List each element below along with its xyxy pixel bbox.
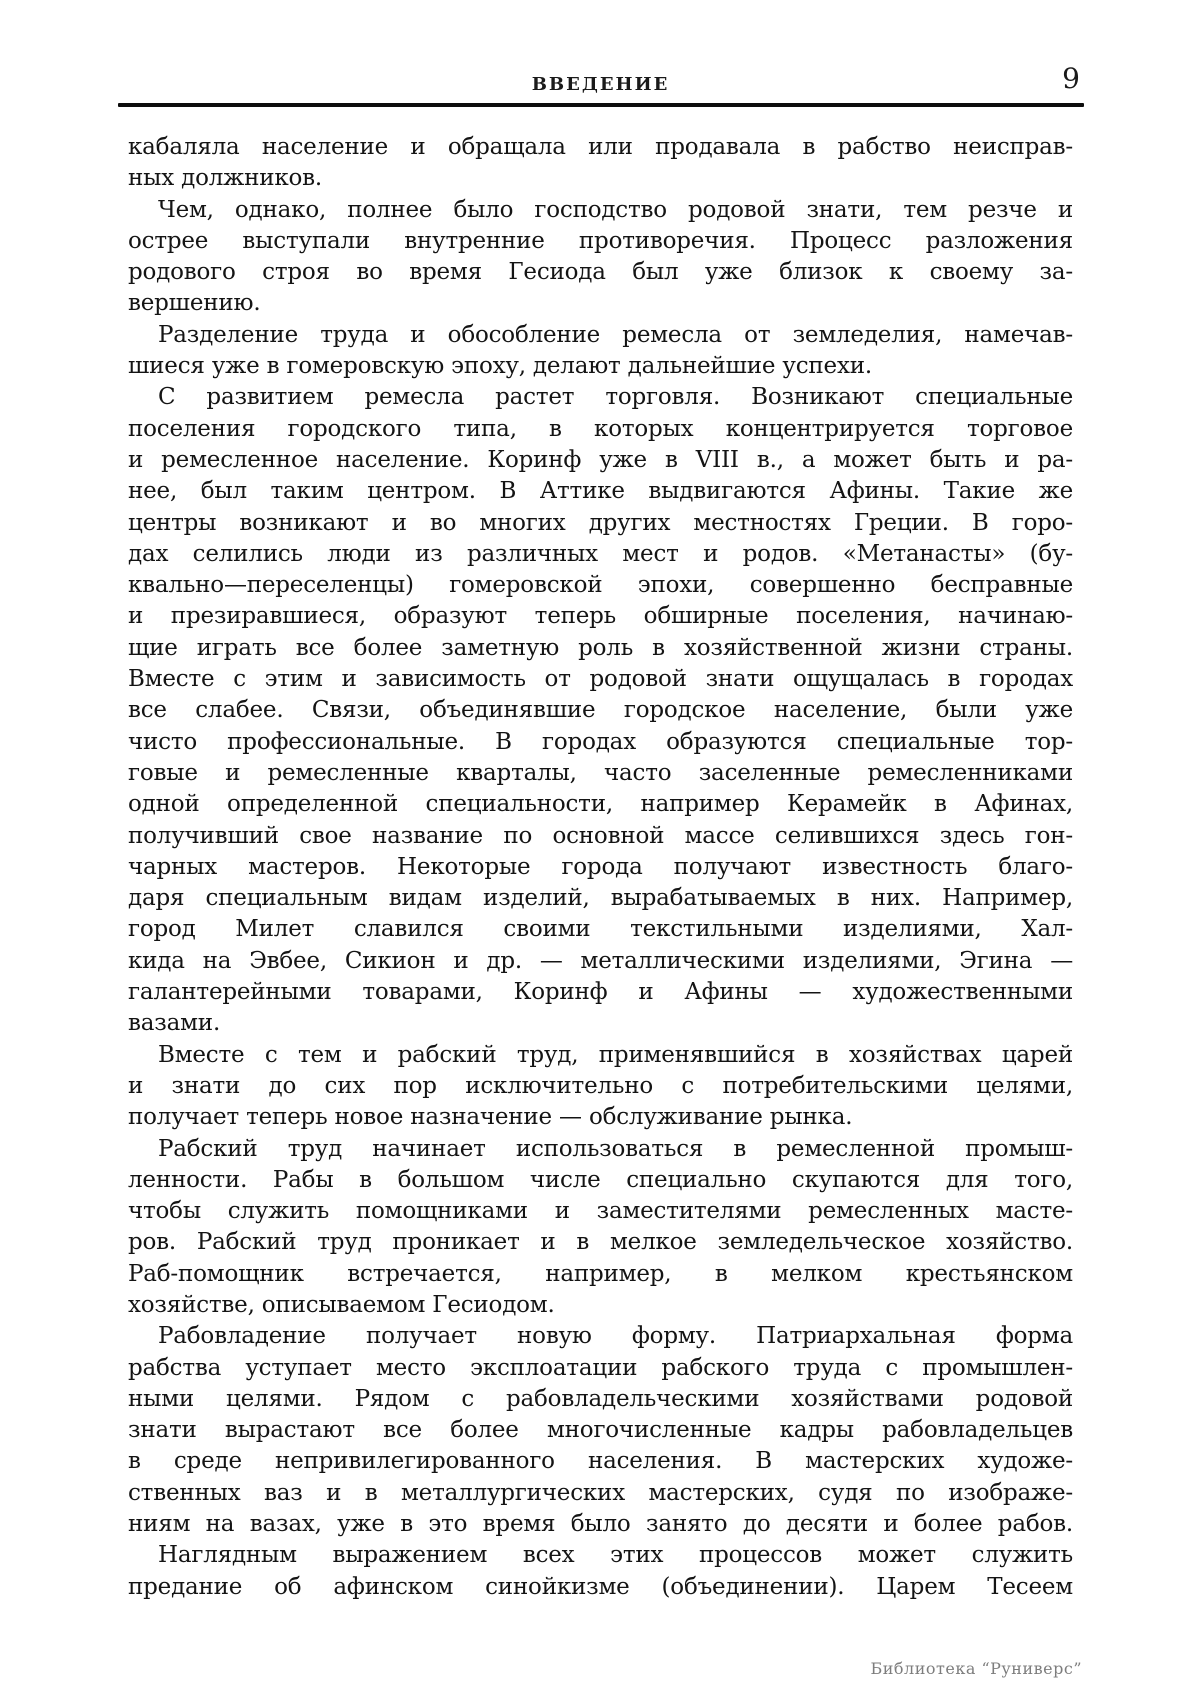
text-line: ров. Рабский труд проникает и в мелкое земледельческое хозяйство. (128, 1229, 1073, 1256)
text-line: ными целями. Рядом с рабовладельческими хозяйствами родовой (128, 1385, 1073, 1412)
text-line: рабства уступает место эксплоатации рабского труда с промышлен- (128, 1354, 1073, 1381)
text-line: шиеся уже в гомеровскую эпоху, делают дальнейшие успехи. (128, 353, 872, 380)
page-footer (870, 1659, 1082, 1678)
text-line: Чем, однако, полнее было господство родовой знати, тем резче и (158, 196, 1073, 223)
text-line: предание об афинском синойкизме (объединении). Царем Тесеем (128, 1573, 1073, 1600)
text-line: Раб-помощник встречается, например, в мелком крестьянском (128, 1260, 1073, 1287)
text-line: город Милет славился своими текстильными изделиями, Хал- (128, 916, 1073, 943)
text-line: кабаляла население и обращала или продавала в рабство неисправ- (128, 134, 1073, 160)
library-watermark: Библиотека “Руниверс” (870, 1659, 1082, 1678)
paragraph (128, 320, 1073, 383)
text-line: ниям на вазах, уже в это время было занято до десяти и более рабов. (128, 1511, 1073, 1538)
text-line: и ремесленное население. Коринф уже в VIII в., а может быть и ра- (128, 446, 1073, 473)
text-line: даря специальным видам изделий, вырабатываемых в них. Например, (128, 885, 1073, 912)
text-line: Рабовладение получает новую форму. Патриархальная форма (158, 1323, 1073, 1350)
text-line: знати вырастают все более многочисленные кадры рабовладельцев (128, 1417, 1073, 1444)
text-line: и знати до сих пор исключительно с потребительскими целями, (128, 1072, 1073, 1099)
paragraph (128, 195, 1073, 320)
text-line: кида на Эвбее, Сикион и др. — металлическими изделиями, Эгина — (128, 947, 1073, 974)
paragraph (128, 132, 1073, 195)
text-line: чисто профессиональные. В городах образуются специальные тор- (128, 728, 1073, 755)
text-line: Рабский труд начинает использоваться в ремесленной промыш- (158, 1135, 1073, 1162)
text-line: вазами. (128, 1010, 221, 1037)
running-title: ВВЕДЕНИЕ (531, 74, 670, 95)
text-line: С развитием ремесла растет торговля. Возникают специальные (158, 384, 1073, 411)
text-line: получивший свое название по основной массе селившихся здесь гон- (128, 822, 1073, 849)
text-line: поселения городского типа, в которых концентрируется торговое (128, 415, 1073, 442)
paragraph (128, 1040, 1073, 1134)
text-line: ственных ваз и в металлургических мастерских, судя по изображе- (128, 1479, 1073, 1506)
text-line: Вместе с этим и зависимость от родовой знати ощущалась в городах (128, 666, 1073, 693)
paragraph (128, 1540, 1073, 1603)
text-line: галантерейными товарами, Коринф и Афины — художественными (128, 979, 1073, 1006)
text-line: одной определенной специальности, например Керамейк в Афинах, (128, 791, 1073, 818)
page-body (128, 132, 1073, 1603)
paragraph (128, 382, 1073, 1039)
text-line: говые и ремесленные кварталы, часто заселенные ремесленниками (128, 759, 1073, 786)
text-line: родового строя во время Гесиода был уже близок к своему за- (128, 259, 1073, 286)
text-line: щие играть все более заметную роль в хозяйственной жизни страны. (128, 634, 1073, 661)
text-line: нее, был таким центром. В Аттике выдвигаются Афины. Такие же (128, 478, 1073, 505)
text-line: дах селились люди из различных мест и родов. «Метанасты» (бу- (128, 540, 1073, 567)
text-line: острее выступали внутренние противоречия. Процесс разложения (128, 227, 1073, 254)
header-rule (118, 103, 1084, 107)
text-line: ленности. Рабы в большом числе специально скупаются для того, (128, 1166, 1073, 1193)
text-line: квально—переселенцы) гомеровской эпохи, совершенно бесправные (128, 572, 1073, 599)
paragraph (128, 1134, 1073, 1322)
text-line: получает теперь новое назначение — обслуживание рынка. (128, 1104, 853, 1131)
text-line: Наглядным выражением всех этих процессов может служить (158, 1542, 1073, 1569)
text-line: чарных мастеров. Некоторые города получают известность благо- (128, 853, 1073, 880)
text-line: чтобы служить помощниками и заместителями ремесленных масте- (128, 1198, 1073, 1225)
text-line: Вместе с тем и рабский труд, применявшийся в хозяйствах царей (158, 1041, 1073, 1068)
text-line: и презиравшиеся, образуют теперь обширные поселения, начинаю- (128, 603, 1073, 630)
text-line: центры возникают и во многих других местностях Греции. В горо- (128, 509, 1073, 536)
page-number: 9 (1062, 62, 1080, 95)
text-line: Разделение труда и обособление ремесла от земледелия, намечав- (158, 321, 1073, 348)
text-line: в среде непривилегированного населения. В мастерских художе- (128, 1448, 1073, 1475)
paragraph (128, 1321, 1073, 1540)
text-line: ных должников. (128, 165, 323, 192)
text-line: хозяйстве, описываемом Гесиодом. (128, 1291, 555, 1318)
text-line: все слабее. Связи, объединявшие городское население, были уже (128, 697, 1073, 724)
text-line: вершению. (128, 290, 261, 317)
